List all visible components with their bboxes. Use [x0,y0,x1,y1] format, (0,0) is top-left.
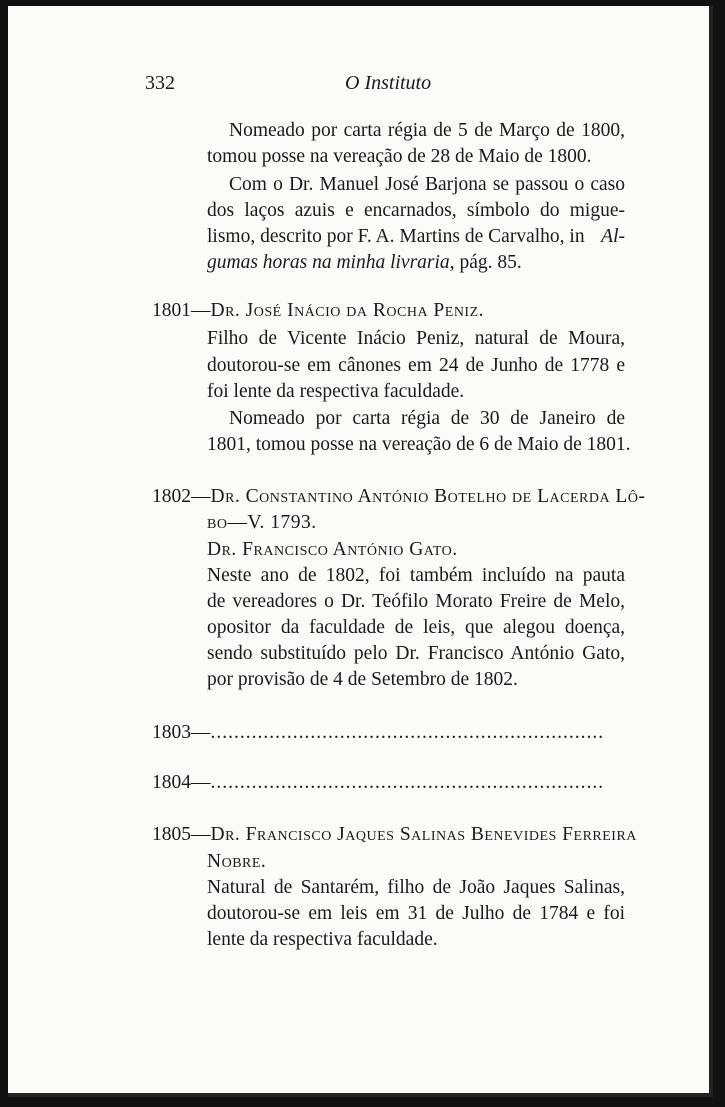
book-title: gumas horas na minha livraria, [207,252,455,273]
entry-year: 1803— [152,722,211,743]
leader-dots: ................................................................... [210,722,605,743]
text-line: por provisão de 4 de Setembro de 1802. [207,669,518,690]
entry-name: Dr. Francisco António Gato. [207,539,458,560]
text-line [207,250,522,276]
entry-1803-heading [152,720,625,746]
entry-name: Dr. Constantino António Botelho de Lacerda Lô- [210,486,646,507]
text-line: Filho de Vicente Inácio Peniz, natural de Moura, [207,328,625,349]
text-line: de vereadores o Dr. Teófilo Morato Freire de Melo, [207,591,625,612]
text-run: pág. 85. [454,252,522,273]
text-line: Com o Dr. Manuel José Barjona se passou o caso [229,174,625,195]
entry-year: 1805— [152,824,211,845]
page-number: 332 [145,72,175,94]
entry-year: 1801— [152,300,211,321]
text-line: Nomeado por carta régia de 30 de Janeiro de [229,408,625,429]
page-header [145,72,625,102]
text-line: Neste ano de 1802, foi também incluído na pauta [207,565,625,586]
text-line: doutorou-se em cânones em 24 de Junho de 1778 e [207,355,625,376]
entry-1801-heading [152,298,484,324]
text-line: dos laços azuis e encarnados, símbolo do migue- [207,200,625,221]
text-line: Natural de Santarém, filho de João Jaques Salinas, [207,877,625,898]
entry-1805-heading [152,822,637,848]
text-line: opositor da faculdade de leis, que alegou doença, [207,617,625,638]
text-line: doutorou-se em leis em 31 de Julho de 1784 e foi [207,903,625,924]
text-line: 1801, tomou posse na vereação de 6 de Maio de 1801. [207,434,631,455]
entry-1802-heading [152,484,646,510]
text-line: Nomeado por carta régia de 5 de Março de 1800, [229,120,625,141]
text-line: tomou posse na vereação de 28 de Maio de 1800. [207,146,592,167]
entry-name: Dr. Francisco Jaques Salinas Benevides Ferreira [210,824,637,845]
text-line: foi lente da respectiva faculdade. [207,381,465,402]
text-line: sendo substituído pelo Dr. Francisco António Gato, [207,643,625,664]
entry-1804-heading [152,770,625,796]
text-run: lismo, descrito por F. A. Martins de Carvalho, in [207,226,585,247]
entry-year: 1802— [152,486,211,507]
text-line: lente da respectiva faculdade. [207,929,438,950]
text-line: Nobre. [207,851,267,872]
entry-year: 1804— [152,772,211,793]
italic-text: Al- [601,226,625,247]
text-line: bo—V. 1793. [207,512,317,533]
entry-name: Dr. José Inácio da Rocha Peniz. [210,300,485,321]
running-title: O Instituto [345,72,432,94]
text-line [207,224,625,250]
leader-dots: ................................................................... [210,772,605,793]
